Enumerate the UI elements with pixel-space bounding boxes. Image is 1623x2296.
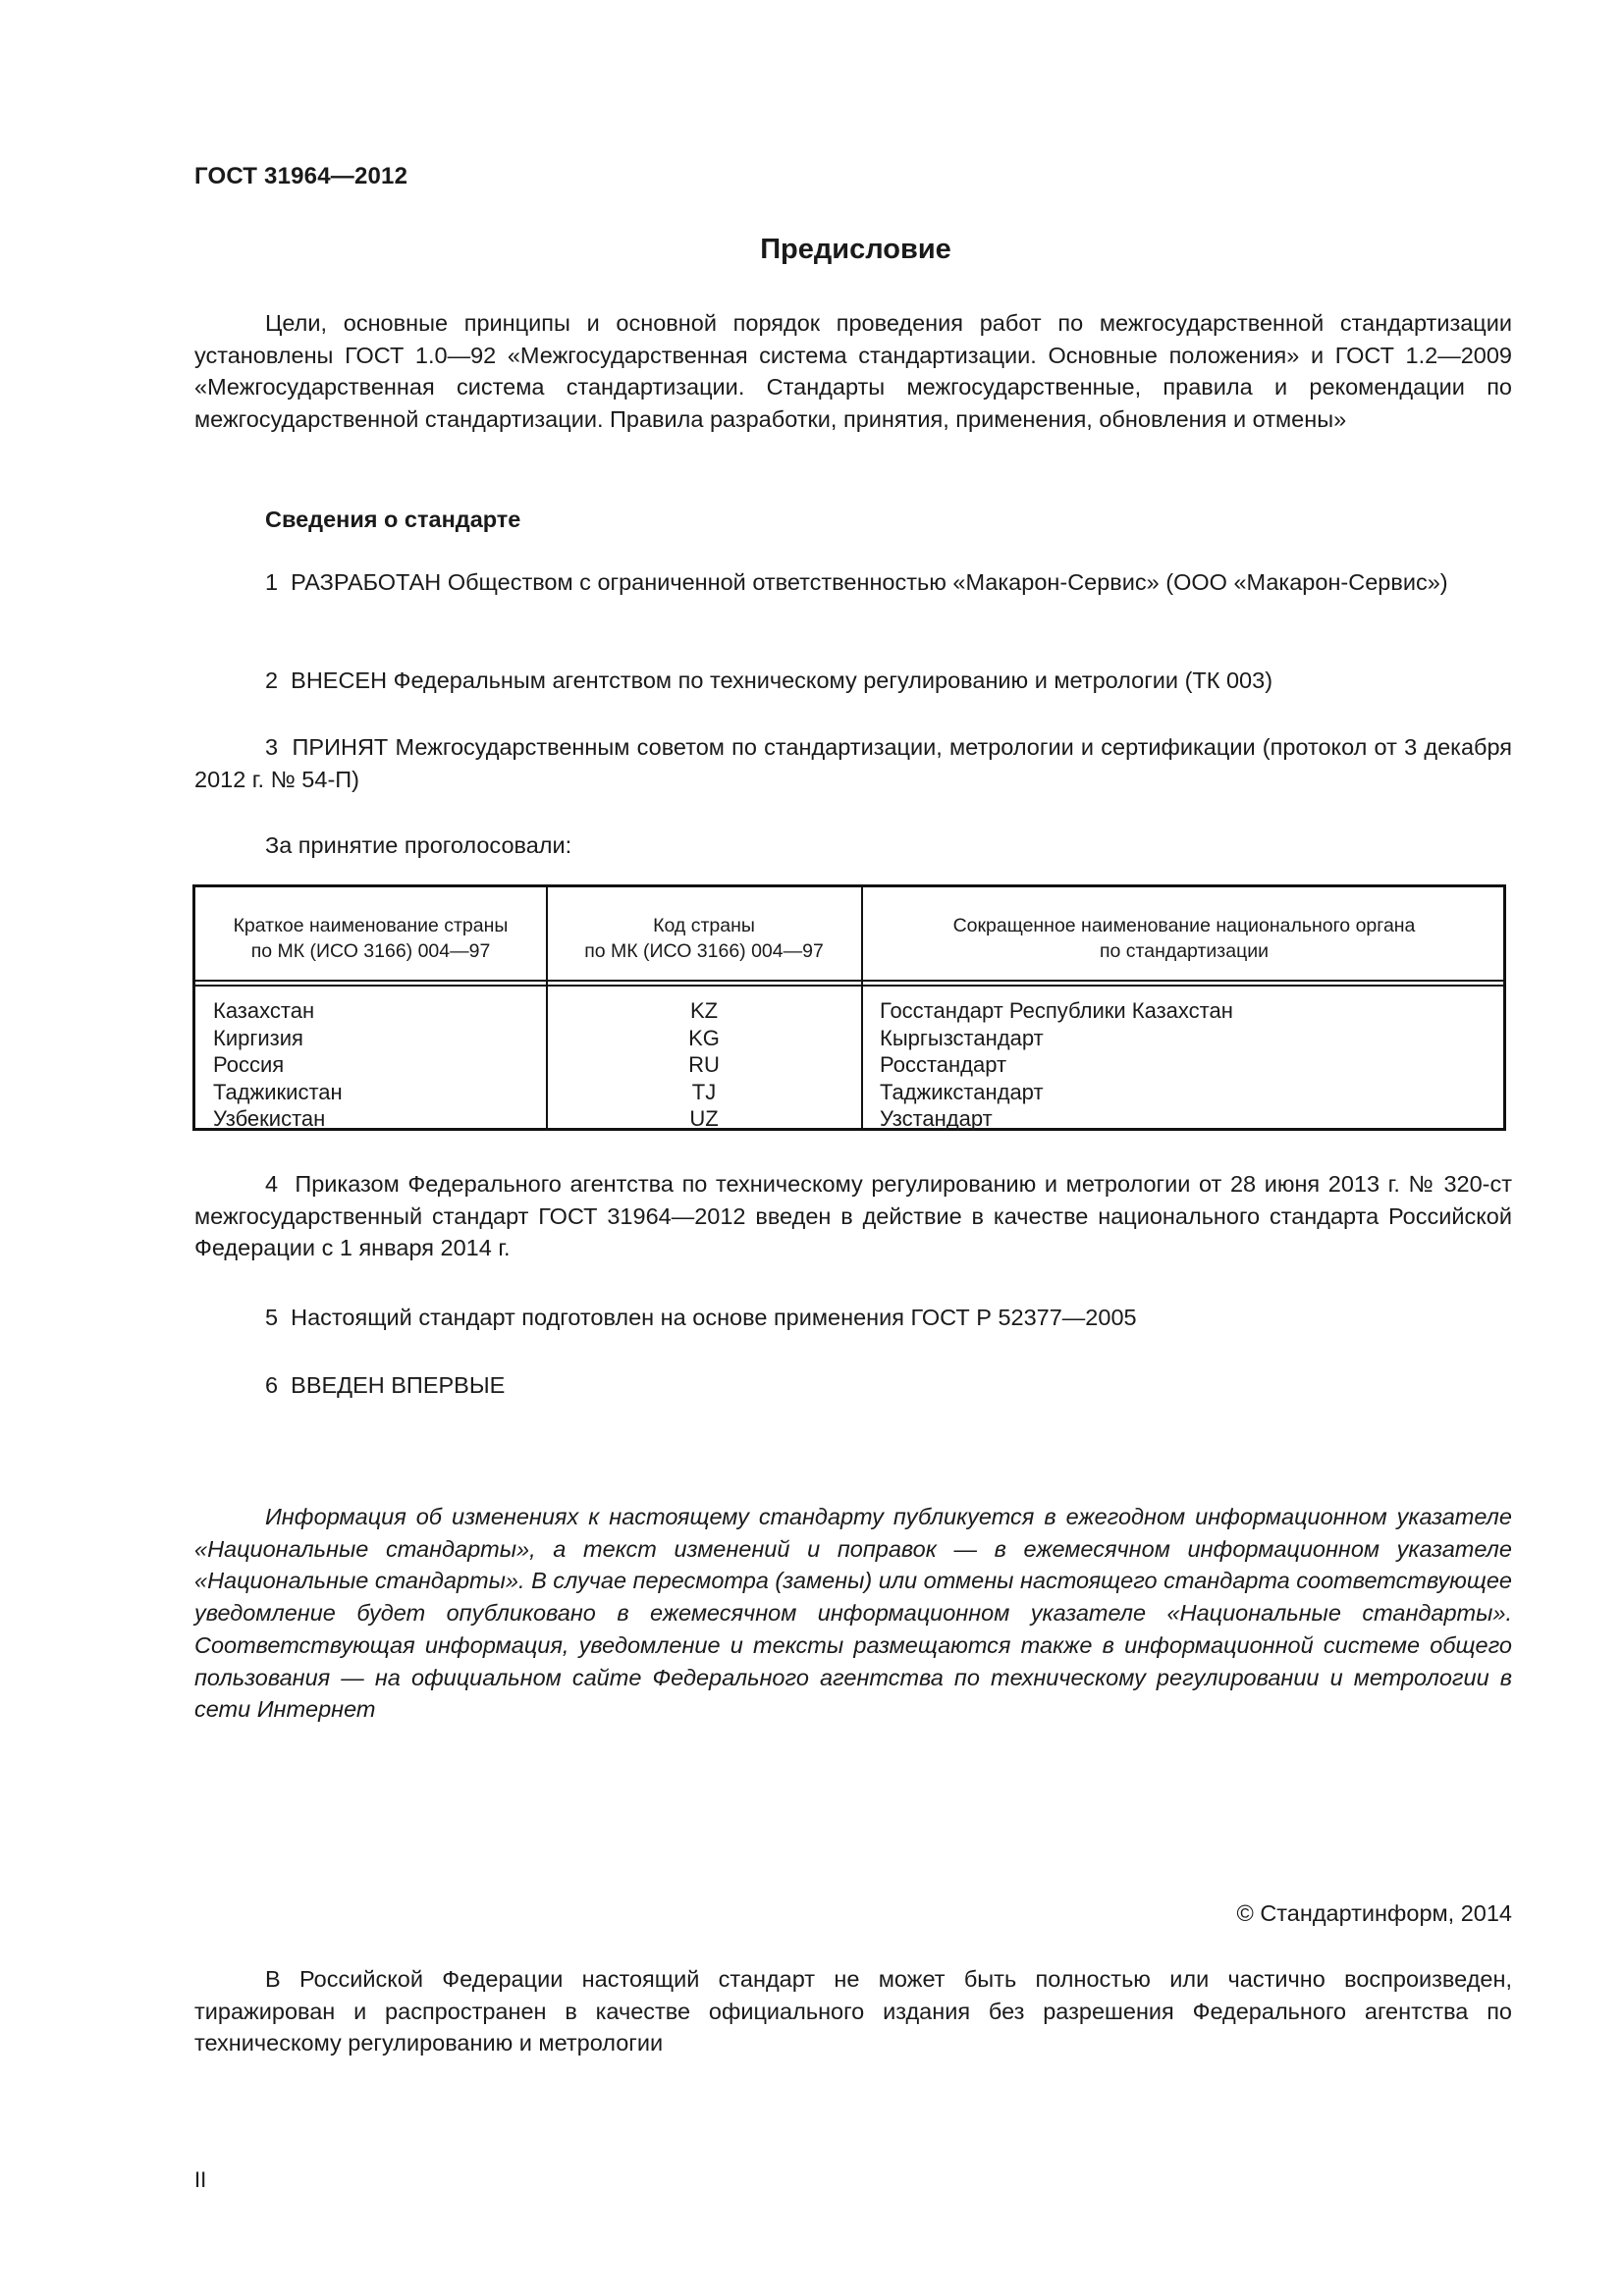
item-keyword: РАЗРАБОТАН (291, 569, 442, 595)
table-cell-body: Узстандарт (880, 1106, 993, 1131)
item-number: 2 (265, 667, 279, 693)
item-number: 1 (265, 569, 279, 595)
table-cell-country: Узбекистан (213, 1106, 326, 1131)
legal-notice-text: В Российской Федерации настоящий стандарт не может быть полностью или частично воспроизведен, тиражирован и распространен в качестве официального издания без разрешения Федерального агентства по техническому регулированию и метрологии (194, 1966, 1512, 2056)
body-column (880, 997, 1522, 1133)
document-code: ГОСТ 31964—2012 (194, 163, 408, 189)
table-cell-code: TJ (691, 1079, 717, 1104)
item-text: Межгосударственным советом по стандартизации, метрологии и сертификации (протокол от 3 декабря 2012 г. № 54-П) (194, 734, 1513, 792)
header-line: Сокращенное наименование национального органа (952, 915, 1416, 936)
item-keyword: ВВЕДЕН ВПЕРВЫЕ (291, 1372, 506, 1398)
table-cell-code: KZ (689, 998, 719, 1023)
item-keyword: Настоящий (291, 1305, 412, 1330)
page-number: II (194, 2167, 207, 2192)
column-header-country (195, 913, 546, 964)
item-text: Обществом с ограниченной ответственностью «Макарон-Сервис» (ООО «Макарон-Сервис») (447, 569, 1448, 595)
standard-item-4 (194, 1168, 1512, 1264)
item-keyword: ПРИНЯТ (292, 734, 389, 760)
item-text: стандарт подготовлен на основе применения ГОСТ Р 52377—2005 (418, 1305, 1137, 1330)
standard-item-2 (265, 665, 1272, 697)
info-notice (194, 1501, 1512, 1726)
column-header-body (863, 913, 1505, 964)
table-cell-code: RU (688, 1052, 720, 1077)
header-double-rule (195, 980, 1503, 987)
item-number: 3 (265, 734, 279, 760)
table-cell-country: Казахстан (213, 998, 315, 1023)
header-line: Краткое наименование страны (233, 915, 509, 936)
standard-item-3 (194, 731, 1512, 795)
item-number: 4 (265, 1171, 279, 1197)
header-line: Код страны (653, 915, 755, 936)
item-number: 6 (265, 1372, 279, 1398)
page-title: Предисловие (760, 234, 951, 265)
item-text: Федеральным агентством по техническому регулированию и метрологии (ТК 003) (393, 667, 1273, 693)
info-notice-text: Информация об изменениях к настоящему стандарту публикуется в ежегодном информационном указателе «Национальные стандарты», а текст изменений и поправок — в ежемесячном информационном указателе «Национальные стандарты». В случае пересмотра (замены) или отмены настоящего стандарта соответствующее уведомление будет опубликовано в ежемесячном информационном указателе «Национальные стандарты». Соответствующая информация, уведомление и тексты размещаются также в информационной системе общего пользования — на официальном сайте Федерального агентства по техническому регулировании и метрологии в сети Интернет (194, 1504, 1512, 1723)
item-text: Федерального агентства по техническому регулированию и метрологии от 28 июня 2013 г. № 320-ст межгосударственный стандарт ГОСТ 31964—2012 введен в действие в качестве национального стандарта Российской Федерации с 1 января 2014 г. (194, 1171, 1512, 1261)
header-line: по МК (ИСО 3166) 004—97 (250, 940, 491, 962)
item-keyword: Приказом (295, 1171, 400, 1197)
vote-table (192, 884, 1506, 1131)
table-cell-country: Россия (213, 1052, 285, 1077)
column-header-code (548, 913, 860, 964)
table-cell-code: KG (688, 1025, 720, 1050)
item-number: 5 (265, 1305, 279, 1330)
copyright: © Стандартинформ, 2014 (1236, 1900, 1512, 1926)
item-keyword: ВНЕСЕН (291, 667, 388, 693)
vote-label: За принятие проголосовали: (265, 832, 572, 858)
table-cell-body: Госстандарт Республики Казахстан (880, 998, 1233, 1023)
table-cell-country: Киргизия (213, 1025, 303, 1050)
standard-item-1 (194, 566, 1512, 599)
table-cell-body: Кыргызстандарт (880, 1025, 1044, 1050)
country-column (213, 997, 542, 1133)
table-cell-body: Таджикстандарт (880, 1079, 1044, 1104)
header-line: по стандартизации (1099, 940, 1270, 962)
standard-item-5 (265, 1302, 1137, 1334)
table-cell-body: Росстандарт (880, 1052, 1007, 1077)
intro-paragraph-text: Цели, основные принципы и основной порядок проведения работ по межгосударственной стандартизации установлены ГОСТ 1.0—92 «Межгосударственная система стандартизации. Основные положения» и ГОСТ 1.2—2009 «Межгосударственная система стандартизации. Стандарты межгосударственные, правила и рекомендации по межгосударственной стандартизации. Правила разработки, принятия, применения, обновления и отмены» (194, 310, 1512, 433)
legal-notice (194, 1963, 1512, 2059)
header-line: по МК (ИСО 3166) 004—97 (584, 940, 824, 962)
table-cell-country: Таджикистан (213, 1079, 343, 1104)
code-column (548, 997, 860, 1133)
intro-paragraph (194, 307, 1512, 436)
table-cell-code: UZ (689, 1106, 719, 1131)
section-heading: Сведения о стандарте (265, 507, 521, 532)
standard-item-6 (265, 1369, 505, 1402)
